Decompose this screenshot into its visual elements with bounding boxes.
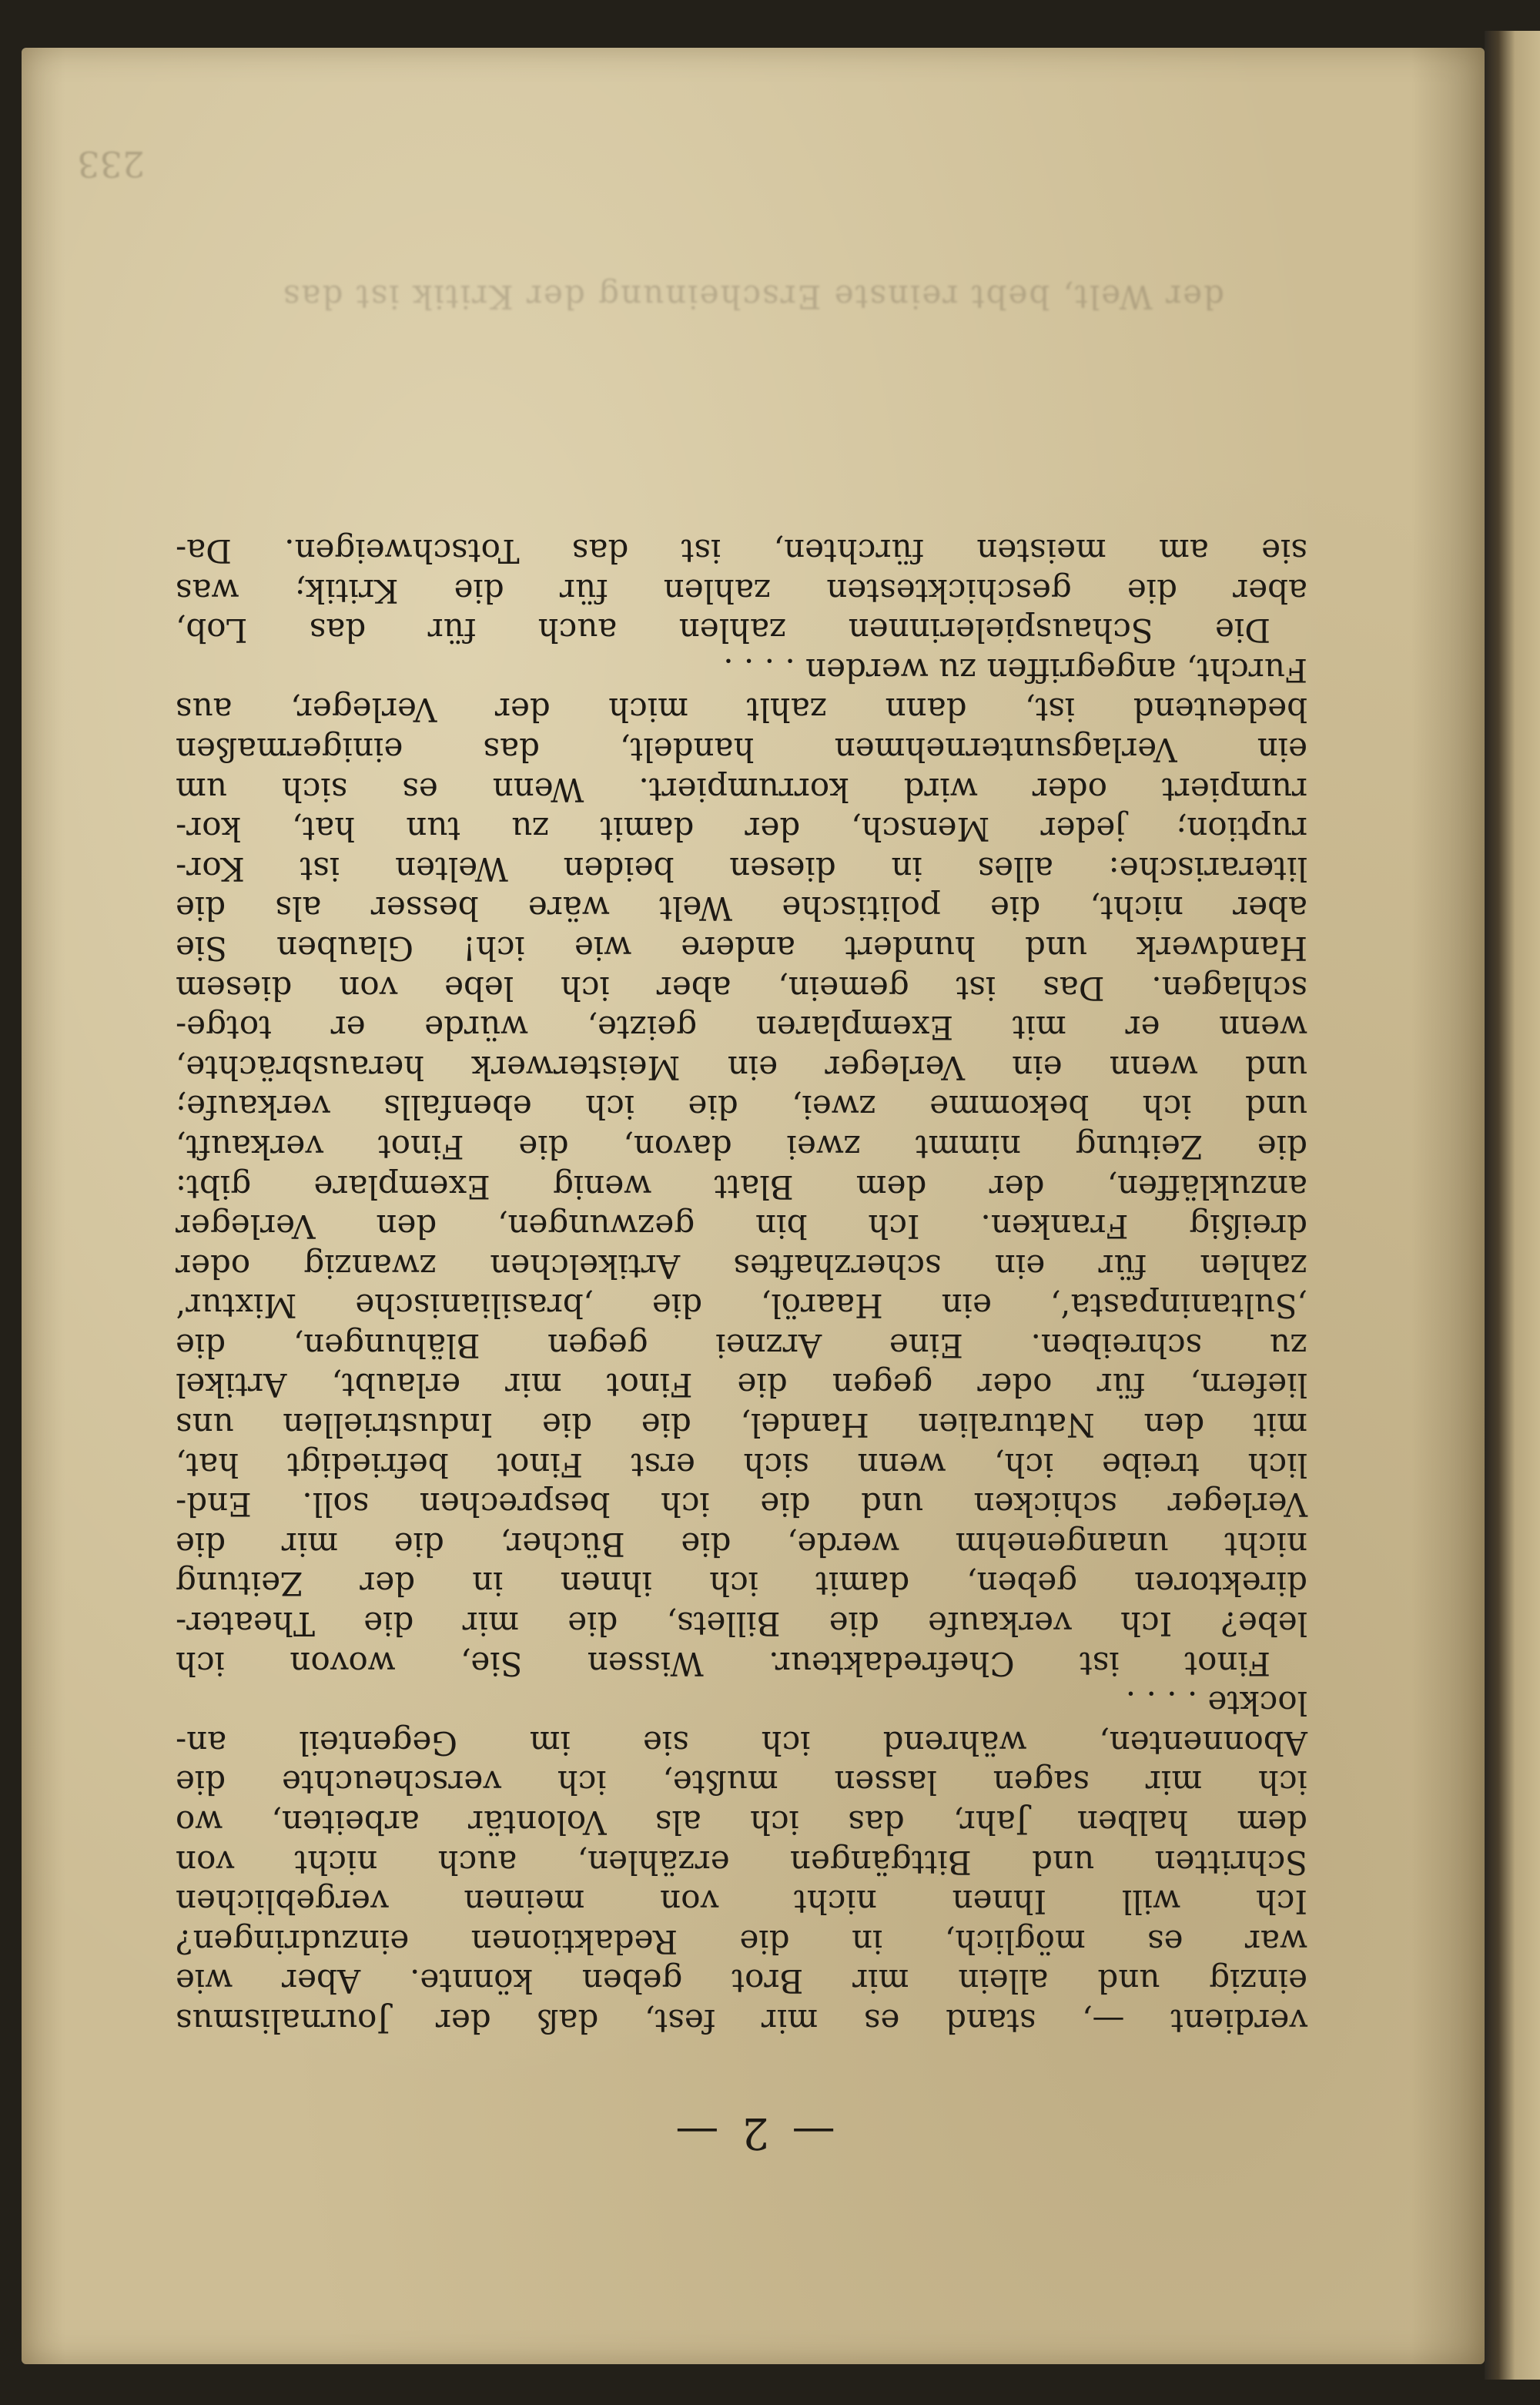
text-line: zu schreiben. Eine Arznei gegen Blähungen, die — [176, 1326, 1307, 1365]
text-line: literarische: alles in diesen beiden Welten ist Kor- — [176, 849, 1307, 888]
text-line: verdient —, stand es mir fest, daß der Journalismus — [176, 2002, 1307, 2040]
text-line: und wenn ein Verleger ein Meisterwerk herausbrächte, — [176, 1048, 1307, 1087]
text-line: nicht unangenehm werde, die Bücher, die mir die — [176, 1525, 1307, 1563]
body-text — [176, 531, 1307, 2041]
text-line: Finot ist Chefredakteur. Wissen Sie, wovon ich — [176, 1644, 1270, 1683]
text-line: lebe? Ich verkaufe die Billets, die mir die Theater- — [176, 1605, 1307, 1643]
text-line: bedeutend ist, dann zahlt mich der Verleger, aus — [176, 691, 1307, 729]
text-line: und ich bekomme zwei, die ich ebenfalls verkaufe; — [176, 1088, 1307, 1127]
text-line: Handwerk und hundert andere wie ich! Glauben Sie — [176, 929, 1307, 967]
text-line: einzig und allein mir Brot geben könnte. Aber wie — [176, 1962, 1307, 2001]
text-line: wenn er mit Exemplaren geizte, würde er totge- — [176, 1009, 1307, 1047]
text-line: ein Verlagsunternehmen handelt, das einigermaßen — [176, 731, 1307, 769]
page-number: — 2 — — [671, 2108, 835, 2158]
text-line: Schritten und Bittgängen erzählen, auch nicht von — [176, 1843, 1307, 1881]
bleed-through-page-number: 233 — [77, 143, 145, 185]
text-line: Furcht, angegriffen zu werden . . . . — [723, 651, 1307, 689]
text-line: lich treibe ich, wenn sich erst Finot befriedigt hat, — [176, 1445, 1307, 1484]
text-line: schlagen. Das ist gemein, aber ich lebe von diesem — [176, 969, 1307, 1007]
text-line: ich mir sagen lassen mußte, ich verscheuchte die — [176, 1764, 1307, 1802]
text-line: direktoren geben, damit ich ihnen in der Zeitung — [176, 1565, 1307, 1603]
text-line: mit den Naturalien Handel, die die Industriellen uns — [176, 1406, 1307, 1445]
text-line: Verleger schicken und die ich besprechen soll. End- — [176, 1486, 1307, 1524]
text-line: Die Schauspielerinnen zahlen auch für das Lob, — [176, 611, 1270, 650]
text-line: rumpiert oder wird korrumpiert. Wenn es sich um — [176, 770, 1307, 809]
text-line: liefern, für oder gegen die Finot mir erlaubt, Artikel — [176, 1366, 1307, 1405]
text-line: sie am meisten fürchten, ist das Totschweigen. Da- — [176, 532, 1307, 571]
text-line: Abonnenten, während ich sie im Gegenteil an- — [176, 1723, 1307, 1762]
text-line: aber die geschicktesten zahlen für die Kritik; was — [176, 571, 1307, 610]
text-line: war es möglich, in die Redaktionen einzudringen? — [176, 1922, 1307, 1961]
text-line: zahlen für ein scherzhaftes Artikelchen zwanzig oder — [176, 1247, 1307, 1285]
text-line: lockte . . . . — [1125, 1684, 1307, 1723]
text-line: ruption; jeder Mensch, der damit zu tun hat, kor- — [176, 810, 1307, 849]
text-line: die Zeitung nimmt zwei davon, die Finot verkauft, — [176, 1127, 1307, 1166]
text-line: aber nicht, die politische Welt wäre besser als die — [176, 889, 1307, 928]
text-line: dem halben Jahr, das ich als Volontär arbeiten, wo — [176, 1804, 1307, 1842]
text-line: Ich will Ihnen nicht von meinen vergeblichen — [176, 1883, 1307, 1921]
book-gutter — [1485, 31, 1540, 2380]
text-line: anzukläffen, der dem Blatt wenig Exemplare gibt: — [176, 1167, 1307, 1206]
page-content-upside-down — [22, 48, 1485, 2364]
bleed-through-text: der Welt, bebt reinste Erscheinung der Kritik ist das — [281, 278, 1225, 316]
text-line: dreißig Franken. Ich bin gezwungen, den Verleger — [176, 1208, 1307, 1246]
text-line: ‚Sultaninpasta‘, ein Haaröl, die ‚brasilianische Mixtur‘ — [176, 1287, 1307, 1325]
